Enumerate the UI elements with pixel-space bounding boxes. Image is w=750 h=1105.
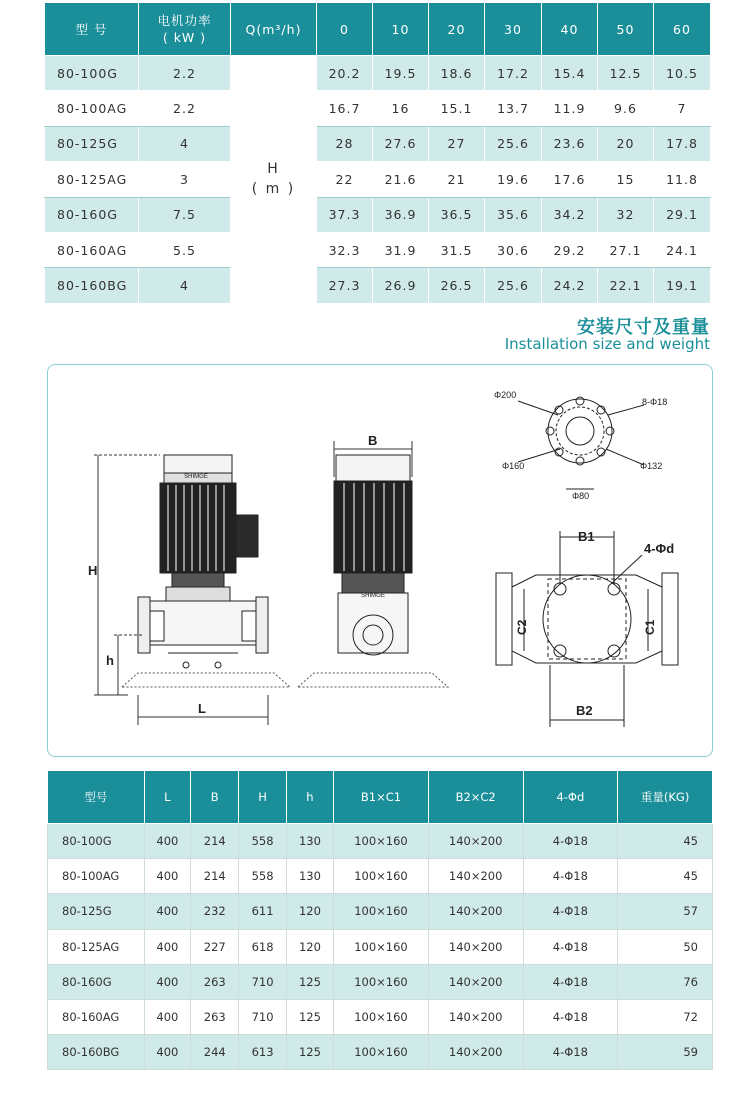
head-label: H (267, 161, 280, 178)
dimension-cell: 120 (286, 929, 333, 964)
performance-head-value-cell: 11.9 (542, 91, 598, 126)
performance-head-value-cell: 21.6 (373, 162, 429, 197)
dimension-cell: 59 (618, 1035, 713, 1070)
dimension-cell: 45 (618, 824, 713, 859)
dimension-cell: 4-Φ18 (523, 1035, 618, 1070)
dimension-row (48, 999, 713, 1034)
dimension-cell: 263 (191, 964, 239, 999)
dimension-row (48, 824, 713, 859)
performance-table (44, 2, 711, 304)
label-B: B (368, 433, 378, 448)
performance-row (45, 56, 711, 91)
performance-head-value-cell: 27.1 (598, 232, 654, 267)
dimension-cell: 100×160 (334, 894, 429, 929)
header-flow-0: 0 (317, 3, 373, 56)
dimension-cell: 125 (286, 999, 333, 1034)
brand-label-side: SHIMGE (361, 593, 385, 599)
label-phi80: Φ80 (572, 491, 590, 501)
dimension-cell: 45 (618, 859, 713, 894)
performance-head-value-cell: 23.6 (542, 126, 598, 161)
dimension-header-cell: B2×C2 (428, 771, 523, 824)
performance-head-value-cell: 26.5 (429, 268, 485, 303)
dimension-cell: 100×160 (334, 1035, 429, 1070)
dimension-row (48, 1035, 713, 1070)
label-base-holes: 4-Φd (644, 541, 675, 556)
header-power-line2: ( kW ) (162, 30, 207, 45)
front-view-pump (122, 455, 290, 687)
performance-head-value-cell: 22.1 (598, 268, 654, 303)
performance-head-value-cell: 9.6 (598, 91, 654, 126)
performance-head-value-cell: 27.6 (373, 126, 429, 161)
dimension-row (48, 894, 713, 929)
label-B1: B1 (578, 529, 595, 544)
dimension-cell: 120 (286, 894, 333, 929)
dimension-cell: 4-Φ18 (523, 964, 618, 999)
performance-head-value-cell: 7 (654, 91, 711, 126)
installation-drawing (48, 365, 714, 758)
header-flow-30: 30 (485, 3, 542, 56)
performance-model-cell: 80-125G (45, 126, 139, 161)
performance-power-cell: 3 (139, 162, 231, 197)
header-power (139, 3, 231, 56)
dimension-table (47, 770, 713, 1070)
performance-power-cell: 4 (139, 126, 231, 161)
performance-row (45, 162, 711, 197)
dimension-header-cell: L (144, 771, 190, 824)
dimension-cell: 80-160BG (48, 1035, 145, 1070)
performance-head-value-cell: 12.5 (598, 56, 654, 91)
dimension-header-cell: 4-Φd (523, 771, 618, 824)
dimension-header-row (48, 771, 713, 824)
performance-power-cell: 5.5 (139, 232, 231, 267)
performance-head-value-cell: 30.6 (485, 232, 542, 267)
label-phi200: Φ200 (494, 390, 517, 400)
header-power-line1: 电机功率 (157, 13, 212, 28)
dimension-cell: 140×200 (428, 824, 523, 859)
head-unit-cell (231, 56, 317, 304)
performance-head-value-cell: 15.4 (542, 56, 598, 91)
performance-model-cell: 80-125AG (45, 162, 139, 197)
performance-head-value-cell: 28 (317, 126, 373, 161)
dimension-cell: 80-100AG (48, 859, 145, 894)
performance-head-value-cell: 15.1 (429, 91, 485, 126)
dimension-cell: 100×160 (334, 999, 429, 1034)
performance-header-row (45, 3, 711, 56)
performance-model-cell: 80-160G (45, 197, 139, 232)
performance-head-value-cell: 22 (317, 162, 373, 197)
dimension-cell: 140×200 (428, 859, 523, 894)
dimension-cell: 400 (144, 964, 190, 999)
dimension-cell: 4-Φ18 (523, 824, 618, 859)
performance-row (45, 91, 711, 126)
performance-head-value-cell: 20.2 (317, 56, 373, 91)
label-phi132: Φ132 (640, 461, 663, 471)
label-C2: C2 (515, 619, 529, 635)
dimension-header-cell: B (191, 771, 239, 824)
dimension-cell: 140×200 (428, 964, 523, 999)
dimension-cell: 100×160 (334, 964, 429, 999)
installation-drawing-panel (47, 364, 713, 757)
performance-head-value-cell: 19.1 (654, 268, 711, 303)
performance-head-value-cell: 37.3 (317, 197, 373, 232)
performance-head-value-cell: 19.5 (373, 56, 429, 91)
performance-power-cell: 2.2 (139, 56, 231, 91)
dimension-header-cell: 型号 (48, 771, 145, 824)
label-h: h (106, 653, 114, 668)
dimension-cell: 72 (618, 999, 713, 1034)
header-flow-20: 20 (429, 3, 485, 56)
dimension-cell: 710 (239, 964, 286, 999)
dimension-cell: 232 (191, 894, 239, 929)
brand-label-front: SHIMGE (184, 474, 208, 480)
performance-row (45, 197, 711, 232)
performance-head-value-cell: 27 (429, 126, 485, 161)
dimension-cell: 80-125G (48, 894, 145, 929)
performance-head-value-cell: 26.9 (373, 268, 429, 303)
dimension-cell: 400 (144, 999, 190, 1034)
header-flow-50: 50 (598, 3, 654, 56)
dimension-cell: 4-Φ18 (523, 999, 618, 1034)
performance-head-value-cell: 16.7 (317, 91, 373, 126)
header-flow-60: 60 (654, 3, 711, 56)
dimension-cell: 50 (618, 929, 713, 964)
dimension-cell: 558 (239, 824, 286, 859)
dimension-cell: 710 (239, 999, 286, 1034)
side-view-pump (298, 455, 448, 687)
performance-head-value-cell: 10.5 (654, 56, 711, 91)
performance-head-value-cell: 35.6 (485, 197, 542, 232)
performance-head-value-cell: 24.2 (542, 268, 598, 303)
performance-row (45, 268, 711, 303)
performance-head-value-cell: 16 (373, 91, 429, 126)
dimension-cell: 4-Φ18 (523, 894, 618, 929)
performance-head-value-cell: 25.6 (485, 268, 542, 303)
performance-model-cell: 80-100AG (45, 91, 139, 126)
dimension-row (48, 859, 713, 894)
performance-head-value-cell: 32 (598, 197, 654, 232)
dimension-cell: 80-125AG (48, 929, 145, 964)
dimension-cell: 613 (239, 1035, 286, 1070)
header-flow-10: 10 (373, 3, 429, 56)
performance-head-value-cell: 19.6 (485, 162, 542, 197)
performance-head-value-cell: 17.2 (485, 56, 542, 91)
performance-head-value-cell: 27.3 (317, 268, 373, 303)
dimension-cell: 558 (239, 859, 286, 894)
performance-row (45, 232, 711, 267)
dimension-cell: 80-160AG (48, 999, 145, 1034)
performance-model-cell: 80-100G (45, 56, 139, 91)
label-L: L (198, 701, 206, 716)
performance-head-value-cell: 29.2 (542, 232, 598, 267)
performance-head-value-cell: 24.1 (654, 232, 711, 267)
label-B2: B2 (576, 703, 593, 718)
dimension-row (48, 964, 713, 999)
dimension-cell: 100×160 (334, 929, 429, 964)
performance-head-value-cell: 18.6 (429, 56, 485, 91)
dimension-cell: 80-100G (48, 824, 145, 859)
performance-head-value-cell: 31.5 (429, 232, 485, 267)
performance-model-cell: 80-160AG (45, 232, 139, 267)
dimension-cell: 400 (144, 859, 190, 894)
dimension-cell: 214 (191, 824, 239, 859)
performance-power-cell: 2.2 (139, 91, 231, 126)
dimension-row (48, 929, 713, 964)
dimension-cell: 4-Φ18 (523, 859, 618, 894)
performance-head-value-cell: 11.8 (654, 162, 711, 197)
performance-head-value-cell: 17.8 (654, 126, 711, 161)
performance-head-value-cell: 31.9 (373, 232, 429, 267)
dimension-cell: 140×200 (428, 1035, 523, 1070)
performance-head-value-cell: 21 (429, 162, 485, 197)
label-phi160: Φ160 (502, 461, 525, 471)
dimension-cell: 618 (239, 929, 286, 964)
dimension-cell: 140×200 (428, 929, 523, 964)
dimension-cell: 80-160G (48, 964, 145, 999)
dimension-cell: 263 (191, 999, 239, 1034)
header-flow: Q(m³/h) (231, 3, 317, 56)
dimension-cell: 611 (239, 894, 286, 929)
dimension-cell: 125 (286, 1035, 333, 1070)
label-flange-holes: 8-Φ18 (642, 397, 668, 407)
dimension-cell: 76 (618, 964, 713, 999)
performance-model-cell: 80-160BG (45, 268, 139, 303)
performance-power-cell: 4 (139, 268, 231, 303)
base-plan-view (496, 529, 678, 727)
dimension-cell: 57 (618, 894, 713, 929)
dimension-cell: 130 (286, 824, 333, 859)
performance-head-value-cell: 20 (598, 126, 654, 161)
performance-power-cell: 7.5 (139, 197, 231, 232)
dimension-cell: 227 (191, 929, 239, 964)
head-unit: ( m ) (251, 181, 296, 198)
dimension-header-cell: H (239, 771, 286, 824)
dimension-cell: 214 (191, 859, 239, 894)
performance-row (45, 126, 711, 161)
dimension-cell: 400 (144, 824, 190, 859)
dimension-cell: 140×200 (428, 894, 523, 929)
performance-head-value-cell: 17.6 (542, 162, 598, 197)
dimension-cell: 400 (144, 929, 190, 964)
performance-head-value-cell: 34.2 (542, 197, 598, 232)
dimension-header-cell: B1×C1 (334, 771, 429, 824)
dimension-header-cell: 重量(KG) (618, 771, 713, 824)
performance-head-value-cell: 29.1 (654, 197, 711, 232)
dimension-cell: 244 (191, 1035, 239, 1070)
section-title: 安装尺寸及重量 (577, 317, 710, 338)
label-C1: C1 (643, 619, 657, 635)
dimension-cell: 100×160 (334, 824, 429, 859)
label-H: H (88, 563, 98, 578)
performance-head-value-cell: 36.9 (373, 197, 429, 232)
dimension-cell: 125 (286, 964, 333, 999)
dimension-cell: 4-Φ18 (523, 929, 618, 964)
dimension-cell: 100×160 (334, 859, 429, 894)
header-flow-40: 40 (542, 3, 598, 56)
dimension-cell: 400 (144, 1035, 190, 1070)
header-model: 型 号 (45, 3, 139, 56)
performance-head-value-cell: 15 (598, 162, 654, 197)
dimension-header-cell: h (286, 771, 333, 824)
dimension-cell: 140×200 (428, 999, 523, 1034)
performance-head-value-cell: 13.7 (485, 91, 542, 126)
dimension-cell: 130 (286, 859, 333, 894)
performance-head-value-cell: 32.3 (317, 232, 373, 267)
performance-head-value-cell: 36.5 (429, 197, 485, 232)
dimension-cell: 400 (144, 894, 190, 929)
performance-head-value-cell: 25.6 (485, 126, 542, 161)
section-subtitle: Installation size and weight (504, 335, 710, 353)
flange-detail (494, 390, 667, 501)
